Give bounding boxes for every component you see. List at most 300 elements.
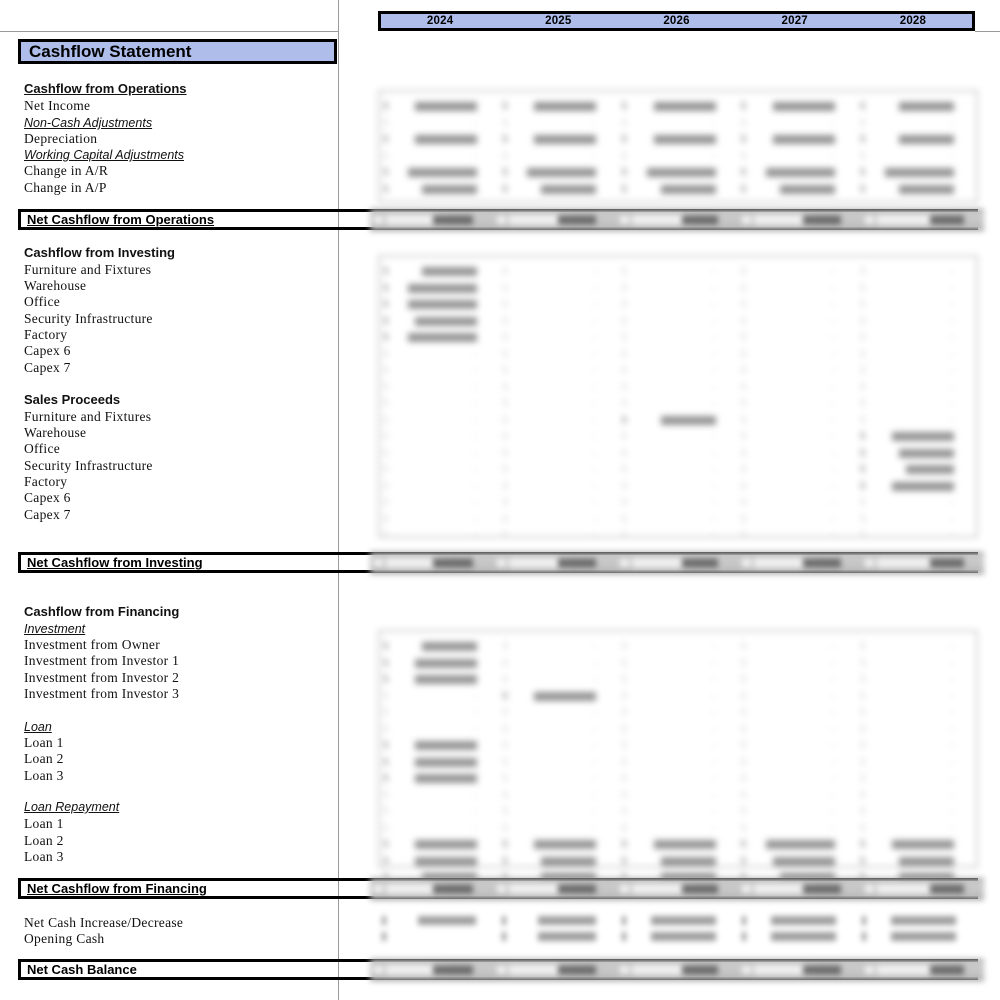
currency-symbol: $: [383, 755, 389, 768]
currency-symbol: [382, 916, 386, 925]
data-cell: [857, 494, 976, 511]
currency-symbol: $: [502, 100, 508, 113]
cell-fill: [877, 884, 938, 894]
row-label-sp-security-infrastructure: Security Infrastructure: [24, 458, 153, 473]
redacted-value: -: [831, 512, 835, 525]
data-cell: [738, 148, 857, 165]
total-values-net-cash-balance: [370, 959, 984, 981]
row-label-inv-warehouse: Warehouse: [24, 278, 87, 293]
redacted-total-value: [682, 216, 718, 225]
data-cell: [380, 688, 499, 705]
total-label-financing: Net Cashflow from Financing: [27, 881, 207, 896]
data-cell: [857, 445, 976, 462]
redacted-value: -: [831, 430, 835, 443]
data-cell: [857, 296, 976, 313]
data-cell: [618, 787, 737, 804]
data-cell: [738, 131, 857, 148]
currency-symbol: $: [859, 347, 866, 360]
redacted-value: -: [950, 755, 955, 768]
currency-symbol: $: [502, 640, 508, 653]
data-row: [380, 754, 976, 771]
data-cell: [738, 164, 857, 181]
currency-symbol: $: [383, 496, 389, 509]
data-block-summary: [378, 913, 978, 949]
redacted-value: -: [473, 347, 478, 360]
redacted-value: -: [592, 281, 597, 294]
data-block-financing: [378, 630, 978, 868]
currency-symbol: $: [859, 116, 866, 129]
data-row: [380, 164, 976, 181]
redacted-value: -: [950, 656, 955, 669]
data-cell: [857, 395, 976, 412]
data-cell: [380, 329, 499, 346]
currency-symbol: $: [383, 689, 389, 702]
currency-symbol: $: [740, 529, 747, 542]
currency-symbol: $: [740, 640, 747, 653]
data-cell: [738, 362, 857, 379]
currency-symbol: $: [621, 722, 627, 735]
currency-symbol: $: [621, 281, 627, 294]
currency-symbol: $: [383, 265, 389, 278]
currency-symbol: $: [740, 265, 747, 278]
currency-symbol: [620, 966, 629, 974]
data-cell: [857, 737, 976, 754]
data-cell: [618, 655, 737, 672]
total-cell: [738, 961, 861, 979]
data-cell: [857, 820, 976, 837]
data-cell: [499, 313, 618, 330]
subsection-heading-sales-proceeds: Sales Proceeds: [24, 392, 121, 407]
currency-symbol: $: [621, 788, 627, 801]
redacted-value: -: [831, 364, 835, 377]
currency-symbol: $: [859, 689, 866, 702]
data-cell: [738, 688, 857, 705]
data-cell: [499, 428, 618, 445]
currency-symbol: $: [502, 463, 508, 476]
redacted-value: -: [950, 496, 955, 509]
redacted-value: [738, 838, 857, 850]
currency-symbol: $: [621, 479, 627, 492]
data-row: [380, 379, 976, 396]
redacted-total-value: [803, 885, 841, 894]
data-cell: [380, 313, 499, 330]
redacted-value: -: [831, 314, 835, 327]
data-cell: [738, 478, 857, 495]
data-cell: [738, 280, 857, 297]
data-cell: [738, 929, 858, 945]
row-label-loan-repay-2: Loan 2: [24, 833, 64, 848]
currency-symbol: [374, 216, 383, 224]
redacted-value: [380, 183, 499, 195]
data-cell: [857, 853, 976, 870]
data-cell: [618, 494, 737, 511]
currency-symbol: $: [621, 149, 627, 162]
currency-symbol: $: [859, 397, 866, 410]
data-cell: [380, 395, 499, 412]
currency-symbol: [374, 559, 383, 567]
redacted-value: -: [711, 656, 716, 669]
redacted-value: -: [592, 116, 597, 129]
total-row-net-cash-balance: [18, 959, 337, 980]
redacted-value: [380, 298, 499, 310]
data-cell: [499, 803, 618, 820]
data-cell: [618, 527, 737, 544]
year-header-2027: 2027: [781, 15, 808, 27]
currency-symbol: $: [740, 331, 747, 344]
currency-symbol: $: [621, 166, 627, 179]
currency-symbol: $: [740, 149, 747, 162]
currency-symbol: $: [859, 149, 866, 162]
data-cell: [380, 379, 499, 396]
data-cell: [738, 704, 857, 721]
row-label-net-cash-increase-decrease: Net Cash Increase/Decrease: [24, 915, 184, 930]
redacted-value: -: [473, 380, 478, 393]
header-row-divider-line: [0, 31, 338, 32]
currency-symbol: [374, 885, 383, 893]
redacted-value: [380, 315, 499, 327]
row-label-inv-security-infrastructure: Security Infrastructure: [24, 311, 153, 326]
data-cell: [618, 296, 737, 313]
redacted-value: [618, 100, 737, 112]
redacted-value: -: [950, 380, 955, 393]
redacted-value: [380, 265, 499, 277]
currency-symbol: $: [740, 479, 747, 492]
data-cell: [738, 820, 857, 837]
currency-symbol: $: [383, 281, 389, 294]
redacted-value: -: [831, 298, 835, 311]
redacted-value: -: [592, 656, 597, 669]
data-row: [380, 280, 976, 297]
currency-symbol: $: [383, 149, 389, 162]
currency-symbol: [497, 559, 506, 567]
redacted-value: -: [831, 706, 835, 719]
data-cell: [499, 346, 618, 363]
currency-symbol: $: [502, 166, 508, 179]
currency-symbol: $: [383, 706, 389, 719]
redacted-value: -: [592, 463, 597, 476]
data-cell: [380, 461, 499, 478]
redacted-value: -: [473, 689, 478, 702]
currency-symbol: $: [502, 772, 508, 785]
currency-symbol: $: [740, 706, 747, 719]
currency-symbol: $: [621, 413, 627, 426]
currency-symbol: $: [502, 430, 508, 443]
total-cell: [861, 880, 984, 898]
data-row: [380, 181, 976, 198]
currency-symbol: $: [383, 854, 389, 867]
data-cell: [618, 379, 737, 396]
redacted-value: -: [950, 689, 955, 702]
currency-symbol: $: [859, 821, 866, 834]
data-cell: [380, 721, 499, 738]
data-cell: [380, 803, 499, 820]
currency-symbol: $: [502, 788, 508, 801]
redacted-value: -: [592, 640, 597, 653]
data-cell: [499, 527, 618, 544]
data-cell: [857, 787, 976, 804]
year-header-2026: 2026: [663, 15, 690, 27]
currency-symbol: [497, 966, 506, 974]
data-cell: [618, 754, 737, 771]
currency-symbol: $: [502, 397, 508, 410]
currency-symbol: $: [383, 529, 389, 542]
redacted-value: -: [711, 755, 716, 768]
subhead-investment: Investment: [24, 622, 86, 636]
data-cell: [618, 803, 737, 820]
redacted-total-value: [930, 216, 964, 225]
data-cell: [499, 181, 618, 198]
redacted-value: -: [711, 722, 716, 735]
redacted-value: -: [831, 281, 835, 294]
total-values-financing: [370, 878, 984, 900]
redacted-value: [857, 463, 976, 475]
data-cell: [498, 913, 618, 929]
currency-symbol: $: [859, 314, 866, 327]
year-header-2025: 2025: [545, 15, 572, 27]
currency-symbol: [622, 916, 626, 925]
redacted-value: -: [592, 739, 597, 752]
currency-symbol: $: [383, 446, 389, 459]
column-divider-line: [338, 0, 339, 1000]
total-cell: [493, 554, 616, 572]
currency-symbol: $: [383, 805, 389, 818]
year-header-2024: 2024: [426, 15, 454, 27]
row-label-sp-warehouse: Warehouse: [24, 425, 87, 440]
data-cell: [380, 638, 499, 655]
data-cell: [499, 836, 618, 853]
currency-symbol: $: [502, 331, 508, 344]
redacted-value: -: [831, 529, 835, 542]
currency-symbol: [742, 559, 751, 567]
redacted-value: -: [831, 446, 835, 459]
currency-symbol: $: [383, 166, 389, 179]
currency-symbol: $: [859, 430, 866, 443]
redacted-value: -: [831, 413, 835, 426]
currency-symbol: $: [740, 314, 747, 327]
subhead-working-capital-adjustments: Working Capital Adjustments: [24, 148, 185, 162]
currency-symbol: $: [502, 722, 508, 735]
data-cell: [857, 770, 976, 787]
redacted-total-value: [558, 885, 596, 894]
currency-symbol: $: [621, 463, 627, 476]
currency-symbol: $: [859, 298, 866, 311]
redacted-value: -: [473, 496, 478, 509]
currency-symbol: $: [621, 772, 627, 785]
data-cell: [618, 395, 737, 412]
data-cell: [380, 280, 499, 297]
redacted-value: [380, 772, 499, 784]
redacted-value: -: [711, 788, 716, 801]
redacted-value: -: [592, 805, 597, 818]
redacted-total-value: [682, 885, 718, 894]
currency-symbol: $: [621, 182, 627, 195]
data-cell: [380, 853, 499, 870]
currency-symbol: $: [502, 689, 508, 702]
currency-symbol: $: [621, 656, 627, 669]
data-cell: [380, 115, 499, 132]
redacted-value: -: [592, 397, 597, 410]
data-cell: [499, 704, 618, 721]
currency-symbol: $: [859, 479, 866, 492]
data-cell: [857, 313, 976, 330]
year-header-row: [378, 11, 975, 31]
currency-symbol: $: [740, 496, 747, 509]
redacted-value: [538, 916, 596, 925]
currency-symbol: $: [383, 430, 389, 443]
currency-symbol: $: [383, 772, 389, 785]
total-cell: [616, 961, 739, 979]
data-cell: [738, 671, 857, 688]
data-cell: [499, 115, 618, 132]
currency-symbol: $: [502, 149, 508, 162]
currency-symbol: $: [621, 706, 627, 719]
redacted-value: -: [831, 496, 835, 509]
data-cell: [738, 412, 857, 429]
redacted-value: [738, 855, 857, 867]
row-label-loan-1: Loan 1: [24, 735, 64, 750]
currency-symbol: $: [621, 116, 627, 129]
redacted-value: [380, 739, 499, 751]
currency-symbol: $: [621, 821, 627, 834]
data-row: [380, 704, 976, 721]
data-row: [380, 362, 976, 379]
data-cell: [738, 836, 857, 853]
currency-symbol: $: [859, 496, 866, 509]
redacted-total-value: [803, 966, 841, 975]
redacted-value: -: [711, 673, 716, 686]
data-cell: [618, 164, 737, 181]
header-row-divider-line-right: [975, 31, 1000, 32]
redacted-total-value: [682, 966, 718, 975]
redacted-value: -: [473, 149, 478, 162]
currency-symbol: [742, 885, 751, 893]
currency-symbol: $: [621, 805, 627, 818]
redacted-value: -: [950, 331, 955, 344]
currency-symbol: $: [383, 331, 389, 344]
currency-symbol: $: [859, 364, 866, 377]
data-cell: [857, 836, 976, 853]
data-row: [380, 148, 976, 165]
currency-symbol: $: [859, 838, 866, 851]
data-cell: [738, 329, 857, 346]
data-block-operations: [378, 90, 978, 203]
currency-symbol: $: [502, 739, 508, 752]
redacted-value: -: [592, 430, 597, 443]
data-row: [378, 913, 978, 929]
cell-fill: [877, 965, 938, 975]
data-cell: [380, 527, 499, 544]
data-row: [380, 770, 976, 787]
data-cell: [499, 770, 618, 787]
data-cell: [618, 346, 737, 363]
redacted-total-value: [558, 559, 596, 568]
redacted-value: [857, 166, 976, 178]
currency-symbol: $: [502, 298, 508, 311]
currency-symbol: $: [502, 364, 508, 377]
redacted-value: [618, 855, 737, 867]
redacted-value: -: [592, 446, 597, 459]
currency-symbol: $: [859, 100, 866, 113]
data-cell: [738, 853, 857, 870]
currency-symbol: [497, 885, 506, 893]
data-cell: [618, 362, 737, 379]
redacted-value: -: [473, 364, 478, 377]
currency-symbol: $: [502, 706, 508, 719]
currency-symbol: [865, 966, 874, 974]
currency-symbol: $: [621, 755, 627, 768]
data-row: [380, 721, 976, 738]
currency-symbol: $: [740, 298, 747, 311]
data-cell: [857, 329, 976, 346]
data-row: [380, 412, 976, 429]
row-label-investment-from-investor-3: Investment from Investor 3: [24, 686, 180, 701]
currency-symbol: $: [383, 397, 389, 410]
currency-symbol: $: [859, 722, 866, 735]
redacted-value: [771, 932, 836, 941]
data-cell: [738, 527, 857, 544]
redacted-value: -: [592, 772, 597, 785]
data-cell: [857, 280, 976, 297]
currency-symbol: $: [859, 772, 866, 785]
data-cell: [738, 395, 857, 412]
redacted-value: [857, 100, 976, 112]
currency-symbol: $: [859, 133, 866, 146]
total-cell: [493, 961, 616, 979]
data-cell: [499, 445, 618, 462]
redacted-value: -: [473, 706, 478, 719]
data-cell: [618, 148, 737, 165]
redacted-value: -: [711, 821, 716, 834]
data-row: [380, 395, 976, 412]
redacted-value: [891, 932, 956, 941]
redacted-total-value: [433, 216, 473, 225]
data-cell: [499, 131, 618, 148]
redacted-value: -: [711, 479, 716, 492]
currency-symbol: $: [740, 133, 747, 146]
redacted-value: -: [831, 347, 835, 360]
data-cell: [499, 787, 618, 804]
currency-symbol: [865, 216, 874, 224]
data-cell: [499, 671, 618, 688]
subhead-loan-repayment: Loan Repayment: [24, 800, 120, 814]
data-cell: [857, 131, 976, 148]
redacted-value: -: [473, 413, 478, 426]
data-cell: [857, 362, 976, 379]
data-cell: [618, 115, 737, 132]
row-label-sp-capex-7: Capex 7: [24, 507, 71, 522]
data-cell: [857, 148, 976, 165]
total-cell: [493, 211, 616, 229]
redacted-value: -: [473, 430, 478, 443]
page-title: Cashflow Statement: [18, 39, 337, 64]
redacted-value: -: [711, 772, 716, 785]
data-cell: [738, 787, 857, 804]
redacted-value: [738, 166, 857, 178]
data-block-investing: [378, 255, 978, 542]
currency-symbol: $: [621, 380, 627, 393]
total-cell: [493, 880, 616, 898]
row-label-inv-capex-6: Capex 6: [24, 343, 71, 358]
currency-symbol: $: [502, 479, 508, 492]
redacted-value: -: [592, 512, 597, 525]
redacted-value: [857, 480, 976, 492]
currency-symbol: $: [621, 331, 627, 344]
redacted-value: -: [950, 529, 955, 542]
currency-symbol: $: [740, 854, 747, 867]
redacted-value: -: [592, 298, 597, 311]
redacted-total-value: [433, 559, 473, 568]
data-cell: [857, 181, 976, 198]
